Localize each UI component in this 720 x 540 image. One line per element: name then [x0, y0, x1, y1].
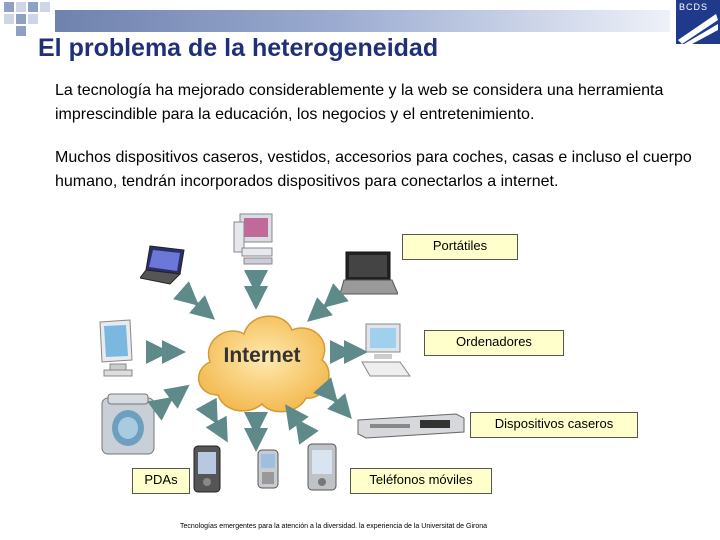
arrow-bottom-right: [292, 414, 302, 428]
arrow-bottom-left: [212, 414, 222, 432]
arrow-lower-left: [164, 392, 180, 404]
internet-label: Internet: [223, 344, 301, 367]
arrow-upper-right: [316, 300, 332, 314]
paragraph-devices: Muchos dispositivos caseros, vestidos, accesorios para coches, casas e incluso el cuerpo humano, tendrán incorporados dispositivos para conectarlos a internet.: [55, 149, 692, 190]
slide-title: El problema de la heterogeneidad: [38, 34, 439, 62]
footer-text: Tecnologías emergentes para la atención a la diversidad. la experiencia de la Universitat de Girona: [180, 523, 488, 530]
arrow-lower-right: [330, 394, 344, 410]
paragraph-technology: La tecnología ha mejorado considerablemente y la web se considera una herramienta imprescindible para la educación, los negocios y el entretenimiento.: [55, 82, 664, 123]
label-dispositivos-caseros: Dispositivos caseros: [470, 412, 638, 438]
arrow-upper-left: [190, 298, 206, 312]
logo-text: BCDS: [679, 2, 709, 12]
label-portatiles: Portátiles: [402, 234, 518, 260]
label-telefonos-moviles: Teléfonos móviles: [350, 468, 492, 494]
label-pdas: PDAs: [132, 468, 190, 494]
label-ordenadores: Ordenadores: [424, 330, 564, 356]
